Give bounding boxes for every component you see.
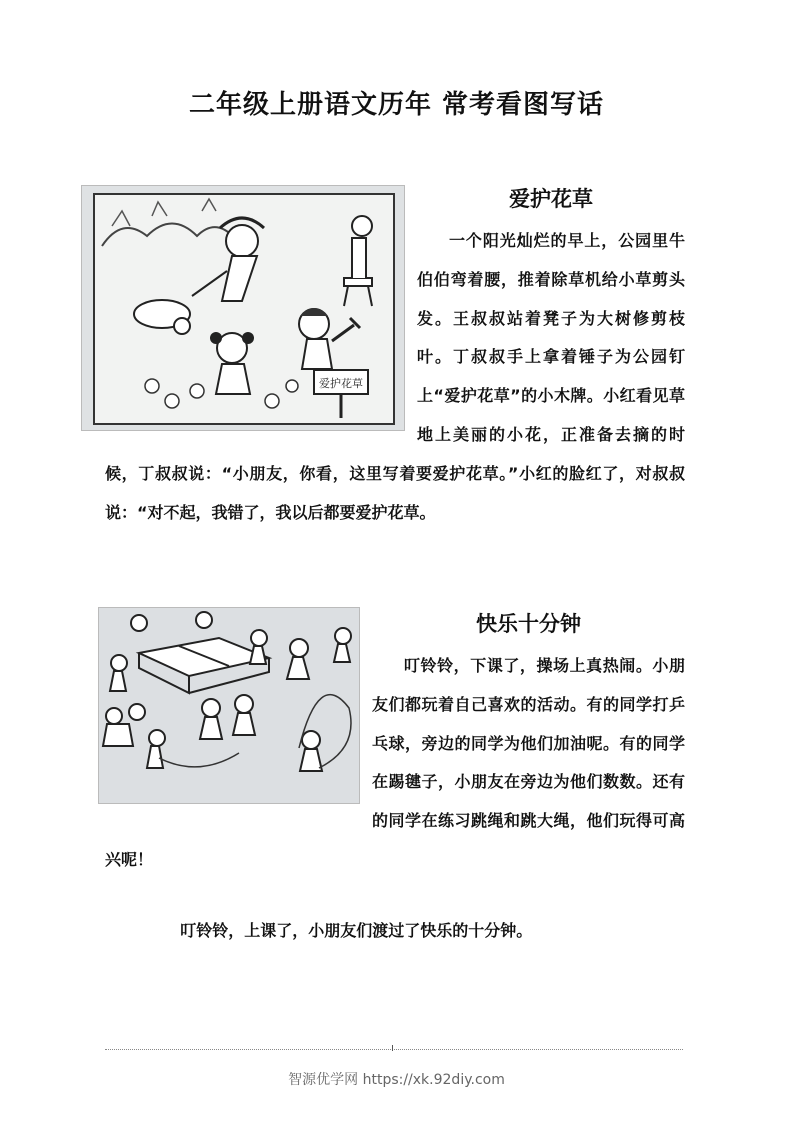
- sign-text: 爱护花草: [319, 377, 363, 390]
- story-protect-flowers: [105, 182, 685, 532]
- footer-divider: [105, 1049, 683, 1050]
- story-title: 快乐十分钟: [476, 612, 581, 636]
- story-paragraph: 叮铃铃，下课了，操场上真热闹。小朋友们都玩着自己喜欢的活动。有的同学打乒乓球，旁边的同学为他们加油呢。有的同学在踢毽子，小朋友在旁边为他们数数。还有的同学在练习跳绳和跳大绳，他们玩得可高兴呢！: [105, 656, 685, 869]
- footer-divider-mark: [392, 1045, 393, 1051]
- story-happy-ten-minutes: [105, 607, 685, 880]
- story-closing: 叮铃铃，上课了，小朋友们渡过了快乐的十分钟。: [180, 921, 533, 940]
- illustration-park-gardening: [81, 185, 405, 431]
- illustration-playground-recess: [98, 607, 360, 804]
- page-title: 二年级上册语文历年 常考看图写话: [188, 90, 605, 120]
- footer-watermark: 智源优学网 https://xk.92diy.com: [288, 1072, 505, 1088]
- story-paragraph: 一个阳光灿烂的早上，公园里牛伯伯弯着腰，推着除草机给小草剪头发。王叔叔站着凳子为大树修剪枝叶。丁叔叔手上拿着锤子为公园钉上“爱护花草”的小木牌。小红看见草地上美丽的小花，正准备去摘的时候，丁叔叔说：“小朋友，你看，这里写着要爱护花草。”小红的脸红了，对叔叔说：“对不起，我错了，我以后都要爱护花草。: [105, 231, 685, 522]
- story-title: 爱护花草: [509, 187, 593, 211]
